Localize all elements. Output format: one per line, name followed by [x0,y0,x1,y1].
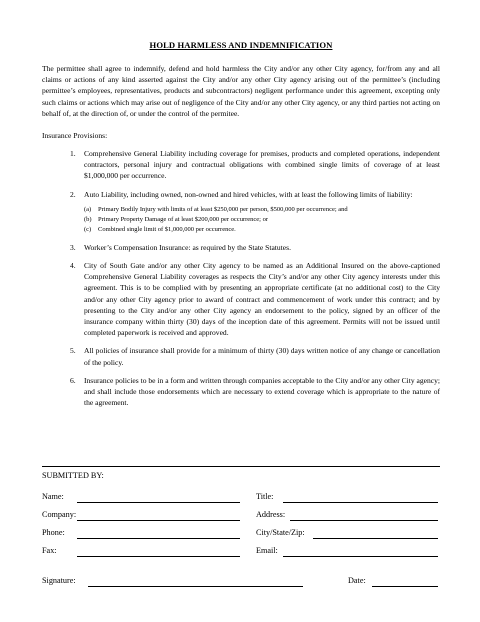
sub-item-letter: (c) [84,225,92,233]
address-label: Address: [256,510,286,519]
sub-item-text: Combined single limit of $1,000,000 per occurrence. [98,225,236,233]
sub-item [84,225,440,235]
email-field[interactable] [283,556,438,557]
sub-item-text: Primary Bodily Injury with limits of at least $250,000 per person, $500,000 per occurrence; and [98,205,348,213]
phone-label: Phone: [42,528,65,537]
provision-text: Comprehensive General Liability including coverage for premises, products and completed operations, independent contractors, personal injury and contractual obligations with combined single limits of coverage of at least $1,000,000 per occurrence. [84,149,440,181]
submitted-by-heading: SUBMITTED BY: [42,471,104,480]
provision-text: City of South Gate and/or any other City agency to be named as an Additional Insured on the above-captioned Comprehensive General Liability coverages as respects the City’s and/or any other City agency interests under this agreement. This is to be complied with by presenting an appropriate certificate (at no additional cost) to the City and/or any other City agency prior to award of contract and commencement of work under this contract; and by presenting to the City and/or any other City agency an endorsement to the policy, signed by an officer of the insurance company within thirty (30) days of the inception date of this agreement. Permits will not be issued until completed paperwork is received and approved. [84,261,440,338]
phone-field[interactable] [77,538,240,539]
address-field[interactable] [290,520,438,521]
provision-item [42,260,440,338]
signature-field[interactable] [88,586,303,587]
document-title: HOLD HARMLESS AND INDEMNIFICATION [149,40,333,50]
auto-liability-sublist [84,205,440,235]
provision-number: 4. [70,261,76,271]
date-label: Date: [348,576,366,585]
provision-item [42,242,440,253]
provision-number: 6. [70,375,76,385]
title-label: Title: [256,492,274,501]
city-state-zip-field[interactable] [313,538,438,539]
section-divider [42,466,440,467]
provision-text: All policies of insurance shall provide for a minimum of thirty (30) days written notice of any change or cancellation of the policy. [84,346,440,367]
document-body [42,40,440,415]
company-label: Company: [42,510,77,519]
sub-item [84,215,440,225]
provision-number: 3. [70,242,76,252]
name-label: Name: [42,492,64,501]
provision-number: 5. [70,346,76,356]
provision-item [42,375,440,409]
provision-number: 1. [70,149,76,159]
sub-item-text: Primary Property Damage of at least $200,000 per occurrence; or [98,215,269,223]
provision-item [42,148,440,182]
provision-text: Auto Liability, including owned, non-owned and hired vehicles, with at least the following limits of liability: [84,189,413,199]
provisions-list [42,148,440,408]
email-label: Email: [256,546,278,555]
fax-field[interactable] [77,556,240,557]
sub-item [84,205,440,215]
provision-text: Worker’s Compensation Insurance: as required by the State Statutes. [84,242,291,252]
date-field[interactable] [372,586,438,587]
signature-label: Signature: [42,576,76,585]
sub-item-letter: (a) [84,205,92,213]
intro-paragraph: The permittee shall agree to indemnify, defend and hold harmless the City and/or any other City agency, for/from any and all claims or actions of any kind asserted against the City and/or any other City agency arising out of the permittee’s (including permittee’s employees, representatives, products and subcontractors) negligent performance under this agreement, excepting only such claims or actions which may arise out of negligence of the City and/or any other City agency, or any third parties not acting on behalf of, at the direction of, or under the control of the permitee. [42,64,440,118]
title-field[interactable] [283,502,438,503]
city-state-zip-label: City/State/Zip: [256,528,305,537]
provision-text: Insurance policies to be in a form and written through companies acceptable to the City and/or any other City agency; and shall include those endorsements which are necessary to extend coverage which is appropriate to the nature of the agreement. [84,375,440,408]
sub-item-letter: (b) [84,215,92,223]
company-field[interactable] [77,520,240,521]
provision-number: 2. [70,189,76,199]
insurance-provisions-heading: Insurance Provisions: [42,131,108,141]
provision-item [42,189,440,235]
provision-item [42,345,440,367]
name-field[interactable] [77,502,240,503]
fax-label: Fax: [42,546,57,555]
